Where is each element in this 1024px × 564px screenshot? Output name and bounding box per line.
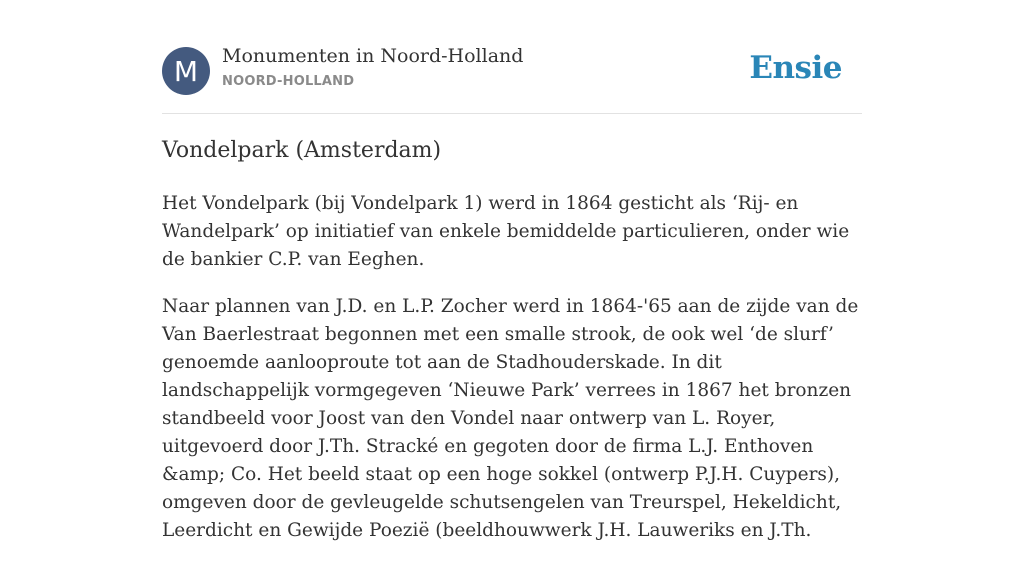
article-body [162,190,862,564]
source-avatar[interactable]: M [162,47,210,95]
ensie-logo[interactable]: Ensie [749,50,842,86]
source-subtitle: NOORD-HOLLAND [222,74,355,89]
article-paragraph: Het Vondelpark (bij Vondelpark 1) werd in 1864 gesticht als ‘Rij- en Wandelpark’ op initiatief van enkele bemiddelde particulieren, onder wie de bankier C.P. van Eeghen. [162,193,850,270]
article-title: Vondelpark (Amsterdam) [162,138,442,163]
source-header [162,0,862,114]
article-paragraph: Naar plannen van J.D. en L.P. Zocher werd in 1864-'65 aan de zijde van de Van Baerlestraat begonnen met een smalle strook, de ook wel ‘de slurf’ genoemde aanlooproute tot aan de Stadhouderskade. In dit landschappelijk vormgegeven ‘Nieuwe Park’ verrees in 1867 het bronzen standbeeld voor Joost van den Vondel naar ontwerp van L. Royer, uitgevoerd door J.Th. Stracké en gegoten door de firma L.J. Enthoven &amp; Co. Het beeld staat op een hoge sokkel (ontwerp P.J.H. Cuypers), omgeven door de gevleugelde schutsengelen van Treurspel, Hekeldicht, Leerdicht en Gewijde Poezië (beeldhouwwerk J.H. Lauweriks en J.Th. [162,296,859,541]
article-page [162,0,862,541]
source-title-link[interactable]: Monumenten in Noord-Holland [222,45,524,67]
